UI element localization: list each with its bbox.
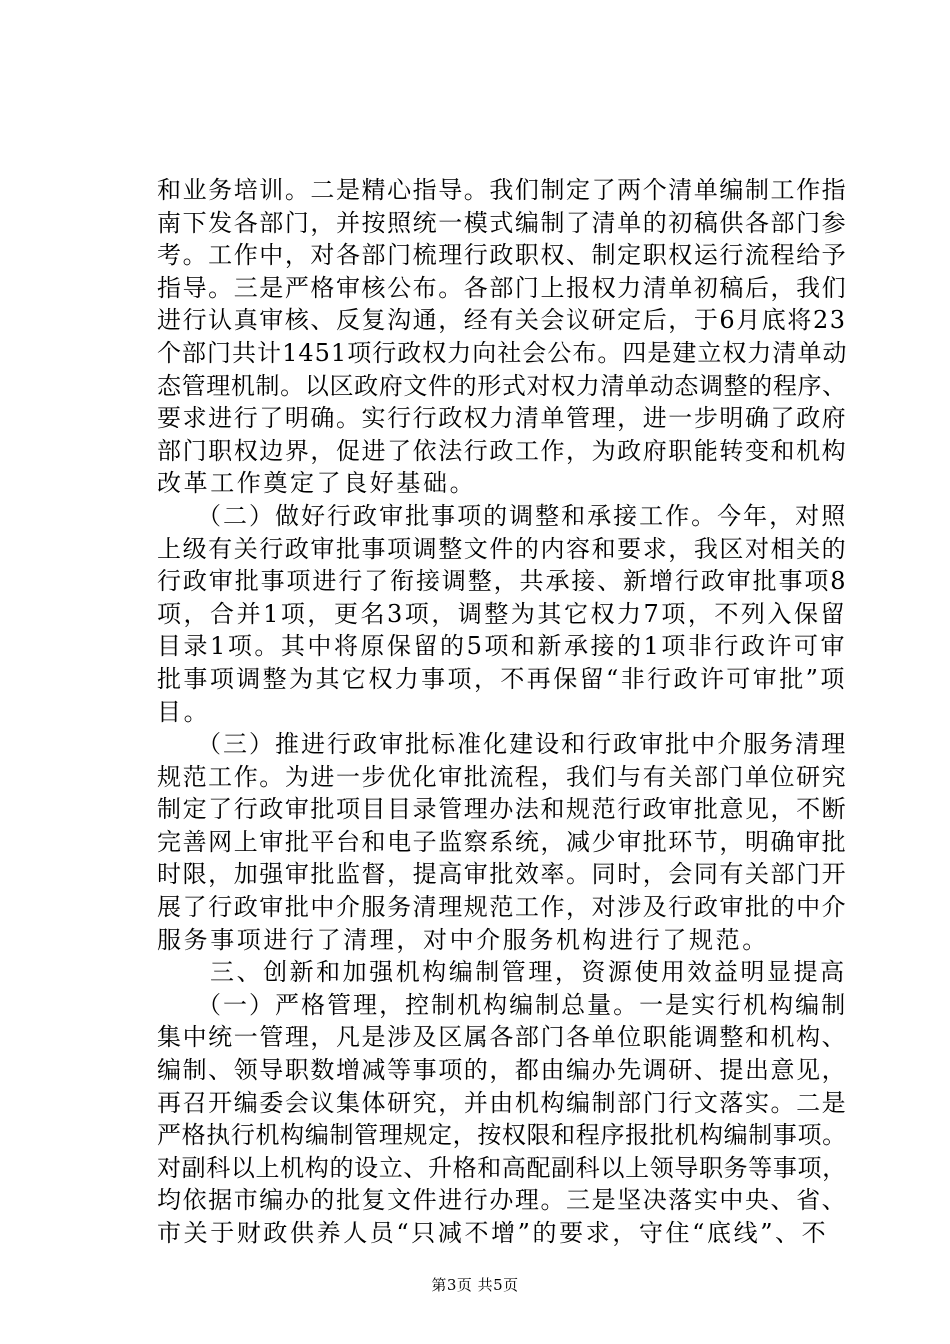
text-line: 和业务培训。二是精心指导。我们制定了两个清单编制工作指 [157,176,848,204]
text-line: 集中统一管理，凡是涉及区属各部门各单位职能调整和机构、 [157,1023,848,1052]
text-line: （三）推进行政审批标准化建设和行政审批中介服务清理 [157,730,848,759]
text-line: 上级有关行政审批事项调整文件的内容和要求，我区对相关的 [157,534,848,563]
text-line: 三、创新和加强机构编制管理，资源使用效益明显提高 [157,958,847,987]
text-line: 进行认真审核、反复沟通，经有关会议研定后，于6月底将23 [157,306,847,335]
body-text [157,174,848,1250]
text-line: 要求进行了明确。实行行政权力清单管理，进一步明确了政府 [157,404,848,433]
text-line: （二）做好行政审批事项的调整和承接工作。今年，对照 [157,501,848,530]
text-line: 态管理机制。以区政府文件的形式对权力清单动态调整的程序、 [157,371,847,400]
text-line: 再召开编委会议集体研究，并由机构编制部门行文落实。二是 [157,1088,848,1117]
text-line: 个部门共计1451项行政权力向社会公布。四是建立权力清单动 [157,338,848,367]
text-line: 编制、领导职数增减等事项的，都由编办先调研、提出意见， [157,1056,848,1085]
text-line: 展了行政审批中介服务清理规范工作，对涉及行政审批的中介 [157,893,848,922]
text-line: 项，合并1项，更名3项，调整为其它权力7项，不列入保留 [157,599,848,628]
text-line: 服务事项进行了清理，对中介服务机构进行了规范。 [157,925,769,954]
text-line: 部门职权边界，促进了依法行政工作，为政府职能转变和机构 [157,436,848,465]
text-line: 对副科以上机构的设立、升格和高配副科以上领导职务等事项， [157,1153,847,1182]
text-line: 目。 [157,697,211,726]
text-line: 考。工作中，对各部门梳理行政职权、制定职权运行流程给予 [157,241,848,270]
text-line: 南下发各部门，并按照统一模式编制了清单的初稿供各部门参 [157,208,848,237]
text-line: 改革工作奠定了良好基础。 [157,469,477,498]
text-line: 市关于财政供养人员“只减不增”的要求，守住“底线”、不 [157,1219,829,1247]
text-line: 时限，加强审批监督，提高审批效率。同时，会同有关部门开 [157,860,848,889]
text-line: 完善网上审批平台和电子监察系统，减少审批环节，明确审批 [157,827,848,856]
page-footer: 第3页 共5页 [431,1276,519,1294]
text-line: 均依据市编办的批复文件进行办理。三是坚决落实中央、省、 [157,1186,848,1215]
text-line: 严格执行机构编制管理规定，按权限和程序报批机构编制事项。 [157,1121,847,1150]
text-line: 目录1项。其中将原保留的5项和新承接的1项非行政许可审 [157,632,848,661]
text-line: 制定了行政审批项目目录管理办法和规范行政审批意见，不断 [157,795,848,824]
text-line: 批事项调整为其它权力事项，不再保留“非行政许可审批”项 [157,664,847,693]
text-line: 规范工作。为进一步优化审批流程，我们与有关部门单位研究 [157,762,848,791]
text-line: （一）严格管理，控制机构编制总量。一是实行机构编制 [157,990,848,1019]
text-line: 指导。三是严格审核公布。各部门上报权力清单初稿后，我们 [157,273,848,302]
text-line: 行政审批事项进行了衔接调整，共承接、新增行政审批事项8 [157,567,848,596]
